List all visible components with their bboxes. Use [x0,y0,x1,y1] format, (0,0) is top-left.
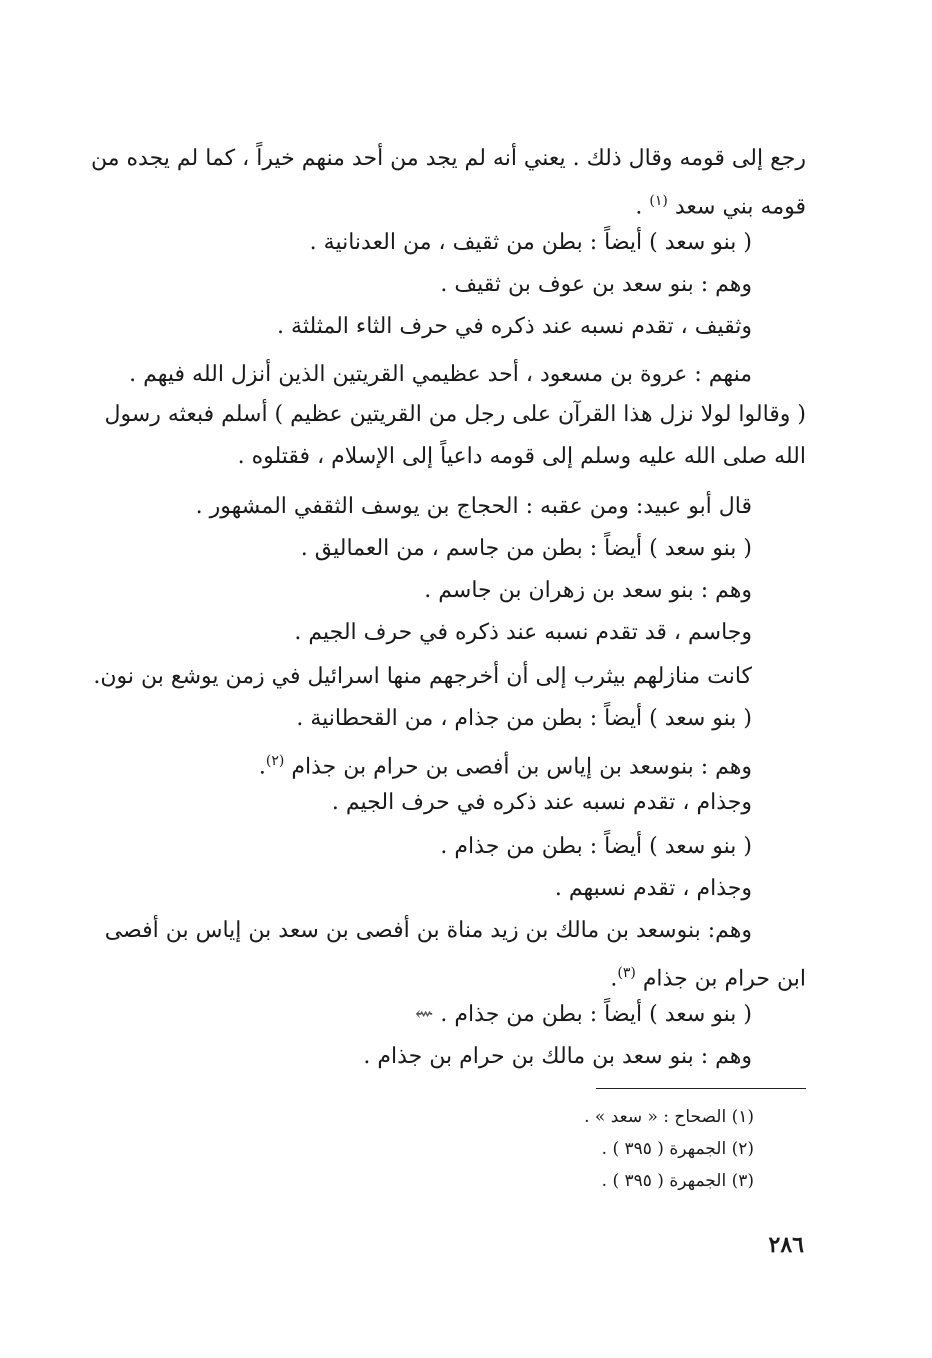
arrow-icon: ⇜ [414,1002,434,1027]
text-line-tail: . [258,754,266,780]
text-line: ( بنو سعد ) أيضاً : بطن من جذام . [440,834,752,859]
footnote-ref: (٢) [265,753,285,769]
text-line [407,998,752,1032]
text-line: وهم : بنو سعد بن عوف بن ثقيف . [440,272,752,297]
text-line-body: وهم : بنوسعد بن إياس بن أفصى بن حرام بن جذام [291,754,752,780]
text-line [259,744,752,784]
text-line-body: ( بنو سعد ) أيضاً : بطن من جذام . [440,1002,752,1027]
text-line [635,184,806,224]
footnote-ref: (١) [649,193,668,209]
text-line: ( وقالوا لولا نزل هذا القرآن على رجل من القريتين عظيم ) أسلم فبعثه رسول [104,402,806,427]
text-line: ( بنو سعد ) أيضاً : بطن من جذام ، من القحطانية . [296,706,752,731]
footnote: (١) الصحاح : « سعد » . [584,1107,754,1127]
text-line: وجاسم ، قد تقدم نسبه عند ذكره في حرف الجيم . [294,620,752,645]
text-line: وهم : بنو سعد بن زهران بن جاسم . [424,578,752,603]
text-line: قال أبو عبيد: ومن عقبه : الحجاج بن يوسف الثقفي المشهور . [195,494,752,519]
text-line: ( بنو سعد ) أيضاً : بطن من جاسم ، من العماليق . [300,536,752,561]
text-line-tail: . [610,966,618,992]
text-line: الله صلى الله عليه وسلم إلى قومه داعياً إلى الإسلام ، فقتلوه . [237,444,806,469]
text-line: وجذام ، تقدم نسبهم . [554,876,752,901]
text-line-body: ابن حرام بن جذام [642,966,806,992]
footnote-divider [596,1088,806,1089]
footnote: (٣) الجمهرة ( ٣٩٥ ) . [601,1171,754,1191]
footnote-ref: (٣) [617,965,636,981]
text-line [610,956,806,996]
text-line-tail: . [635,194,650,220]
footnote: (٢) الجمهرة ( ٣٩٥ ) . [601,1139,754,1159]
text-line: وهم : بنو سعد بن مالك بن حرام بن جذام . [363,1044,752,1069]
text-line: وثقيف ، تقدم نسبه عند ذكره في حرف الثاء المثلثة . [277,314,752,339]
page-number: ٢٨٦ [768,1232,804,1258]
text-line: رجع إلى قومه وقال ذلك . يعني أنه لم يجد من أحد منهم خيراً ، كما لم يجده من [91,146,806,171]
text-line: ( بنو سعد ) أيضاً : بطن من ثقيف ، من العدنانية . [309,230,752,255]
text-line: منهم : عروة بن مسعود ، أحد عظيمي القريتين الذين أنزل الله فيهم . [129,362,752,387]
text-line: وجذام ، تقدم نسبه عند ذكره في حرف الجيم . [331,790,752,815]
text-line: كانت منازلهم بيثرب إلى أن أخرجهم منها اسرائيل في زمن يوشع بن نون. [93,664,752,689]
text-line: وهم: بنوسعد بن مالك بن زيد مناة بن أفصى بن سعد بن إياس بن أفصى [104,918,752,943]
text-line-body: قومه بني سعد [674,194,806,220]
